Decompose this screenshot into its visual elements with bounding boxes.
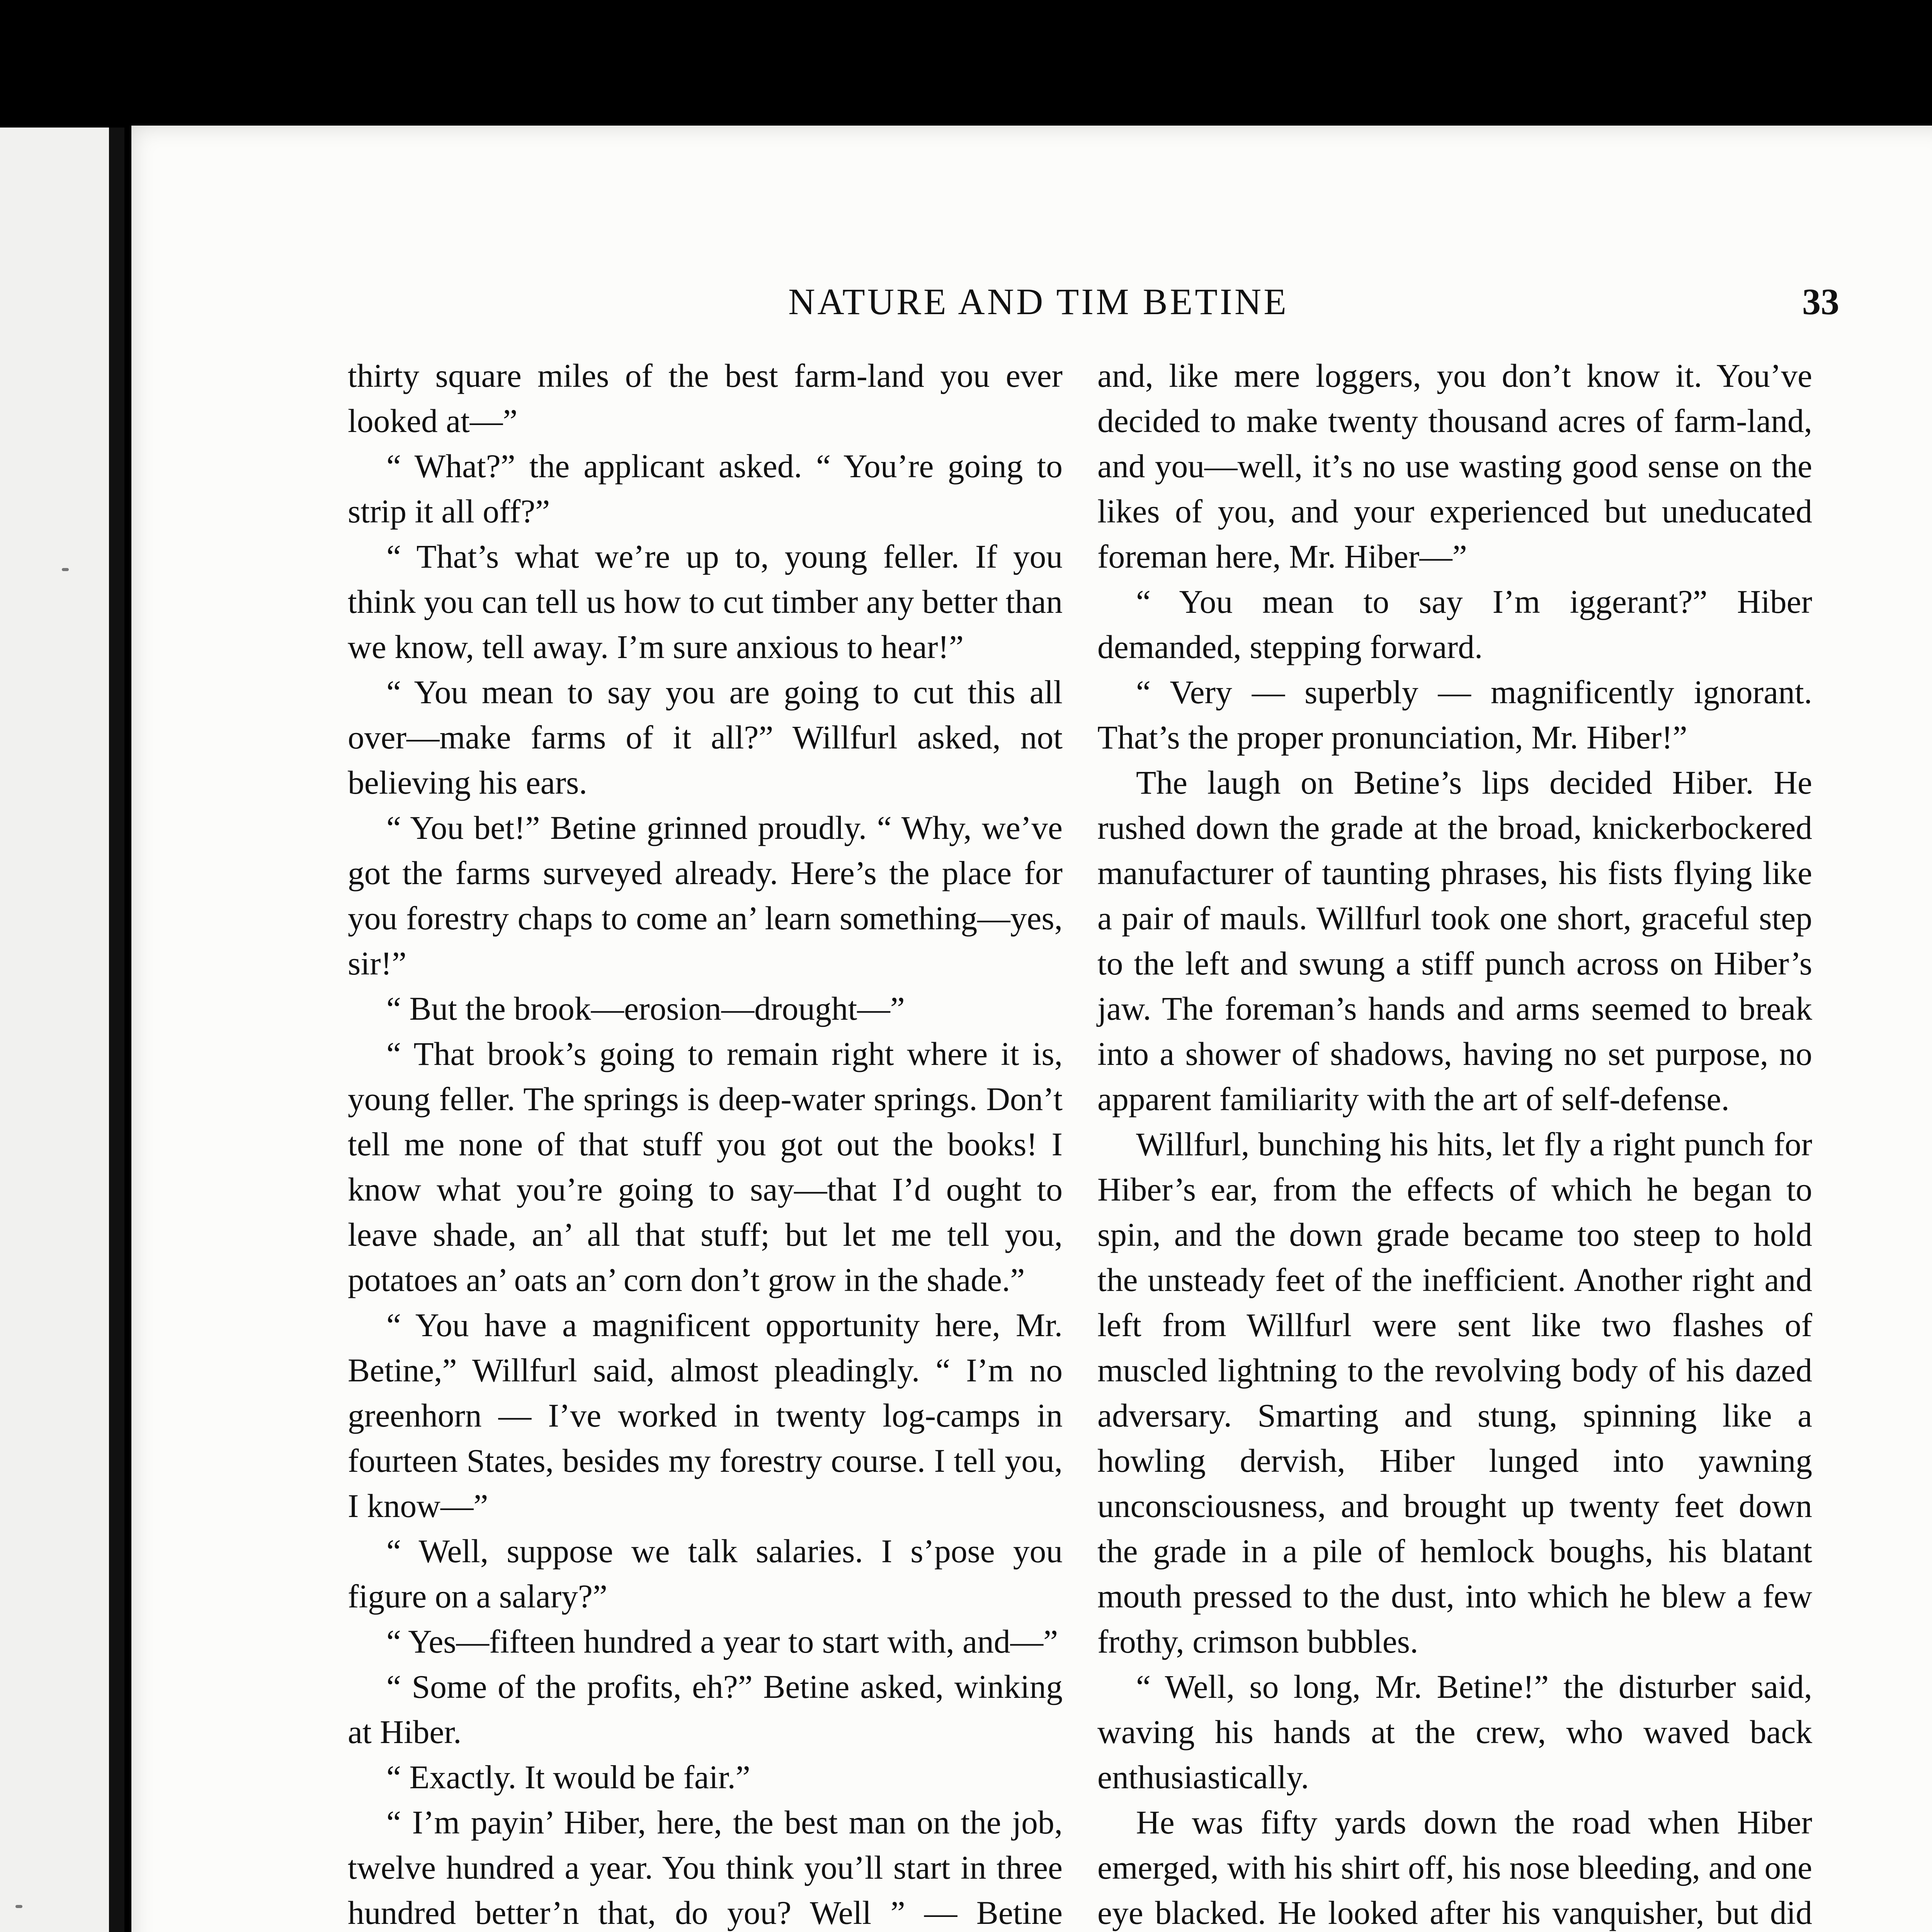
- paragraph: “ Some of the profits, eh?” Betine asked, winking at Hiber.: [348, 1669, 1063, 1750]
- paragraph: “ Very — superbly — magnificently ignorant. That’s the proper pronunciation, Mr. Hiber!”: [1097, 674, 1812, 756]
- paragraph: The laugh on Betine’s lips decided Hiber. He rushed down the grade at the broad, knickerbockered manufacturer of taunting phrases, his fists flying like a pair of mauls. Willfurl took one short, graceful step to the left and swung a stiff punch across on Hiber’s jaw. The foreman’s hands and arms seemed to break into a shower of shadows, having no set purpose, no apparent familiarity with the art of self-defense.: [1097, 765, 1812, 1117]
- paragraph: “ Exactly. It would be fair.”: [386, 1759, 750, 1796]
- paragraph: “ Yes—fifteen hundred a year to start with, and—”: [386, 1624, 1058, 1660]
- paragraph: “ I’m payin’ Hiber, here, the best man on the job, twelve hundred a year. You think you’ll start in three hundred better’n that, do you? Well ” — Betine: [348, 1804, 1063, 1931]
- paragraph: “ That brook’s going to remain right where it is, young feller. The springs is deep-water springs. Don’t tell me none of that stuff you got out the books! I know what you’re going to say—that I’d ought to leave shade, an’ all that stuff; but let me tell you, potatoes an’ oats an’ corn don’t grow in the shade.”: [348, 1036, 1063, 1298]
- paragraph: and, like mere loggers, you don’t know it. You’ve decided to make twenty thousand acres of farm-land, and you—well, it’s no use wasting good sense on the likes of you, and your experienced but uneducated foreman here, Mr. Hiber—”: [1097, 358, 1812, 575]
- book-page: [131, 126, 1932, 1932]
- paragraph: “ You have a magnificent opportunity here, Mr. Betine,” Willfurl said, almost pleadingly. “ I’m no greenhorn — I’ve worked in twenty log-camps in fourteen States, besides my forestry course. I tell you, I know—”: [348, 1307, 1063, 1524]
- book-gutter: [109, 128, 124, 1932]
- paper-speck: [15, 1905, 22, 1908]
- paragraph: “ Well, suppose we talk salaries. I s’pose you figure on a salary?”: [348, 1533, 1063, 1615]
- paragraph: “ You mean to say you are going to cut this all over—make farms of it all?” Willfurl asked, not believing his ears.: [348, 674, 1063, 801]
- paragraph: thirty square miles of the best farm-land you ever looked at—”: [348, 358, 1063, 439]
- paragraph: “ What?” the applicant asked. “ You’re going to strip it all off?”: [348, 448, 1063, 530]
- paragraph: He was fifty yards down the road when Hiber emerged, with his shirt off, his nose bleeding, and one eye blacked. He looked after his vanquisher, but did: [1097, 1804, 1812, 1931]
- facing-page-edge: [0, 128, 116, 1932]
- paragraph: “ That’s what we’re up to, young feller. If you think you can tell us how to cut timber any better than we know, tell away. I’m sure anxious to hear!”: [348, 539, 1063, 665]
- paragraph: “ You bet!” Betine grinned proudly. “ Why, we’ve got the farms surveyed already. Here’s the place for you forestry chaps to come an’ learn something—yes, sir!”: [348, 810, 1063, 982]
- running-head: [131, 280, 1932, 334]
- text-column-right: [1097, 354, 1812, 1932]
- paper-speck: [62, 568, 69, 571]
- paragraph: “ But the brook—erosion—drought—”: [386, 991, 905, 1027]
- page-number: 33: [1802, 281, 1839, 322]
- paragraph: “ You mean to say I’m iggerant?” Hiber demanded, stepping forward.: [1097, 584, 1812, 665]
- running-title: NATURE AND TIM BETINE: [788, 281, 1289, 322]
- paragraph: “ Well, so long, Mr. Betine!” the disturber said, waving his hands at the crew, who waved back enthusiastically.: [1097, 1669, 1812, 1796]
- paragraph: Willfurl, bunching his hits, let fly a right punch for Hiber’s ear, from the effects of which he began to spin, and the down grade became too steep to hold the unsteady feet of the inefficient. Another right and left from Willfurl were sent like two flashes of muscled lightning to the revolving body of his dazed adversary. Smarting and stung, spinning like a howling dervish, Hiber lunged into yawning unconsciousness, and brought up twenty feet down the grade in a pile of hemlock boughs, his blatant mouth pressed to the dust, into which he blew a few frothy, crimson bubbles.: [1097, 1126, 1812, 1660]
- text-column-left: [348, 354, 1063, 1932]
